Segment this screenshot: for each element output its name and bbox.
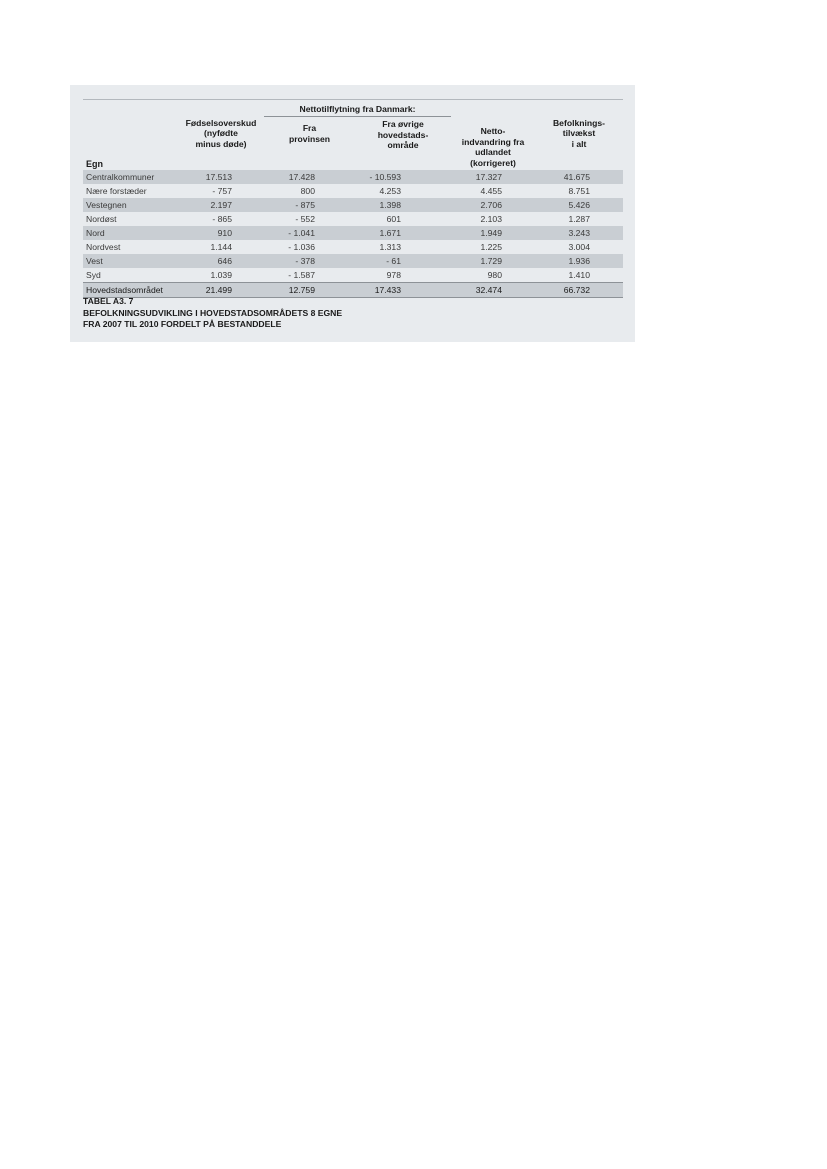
table-row bbox=[83, 254, 623, 268]
cell-egn: Centralkommuner bbox=[83, 170, 178, 184]
header-row-top bbox=[83, 100, 623, 117]
cell-foedsel: 910 bbox=[178, 226, 264, 240]
table-row bbox=[83, 212, 623, 226]
cell-egn: Hovedstadsområdet bbox=[83, 283, 178, 298]
cell-egn: Nordvest bbox=[86, 242, 121, 252]
cell-oevrige: 1.313 bbox=[379, 242, 401, 252]
cell-tilvaekst: 3.243 bbox=[535, 226, 623, 240]
cell-provinsen: 12.759 bbox=[264, 283, 355, 298]
cell-oevrige: 1.398 bbox=[355, 198, 451, 212]
cell-oevrige: 4.253 bbox=[379, 186, 401, 196]
cell-oevrige: - 10.593 bbox=[355, 170, 451, 184]
cell-tilvaekst: 41.675 bbox=[535, 170, 623, 184]
table-row bbox=[83, 198, 623, 212]
cell-oevrige: - 61 bbox=[355, 254, 451, 268]
cell-tilvaekst: 1.936 bbox=[535, 254, 623, 268]
cell-indvandring: 980 bbox=[487, 270, 502, 280]
table-row bbox=[83, 226, 623, 240]
cell-provinsen: - 378 bbox=[264, 254, 355, 268]
cell-foedsel: 17.513 bbox=[178, 170, 264, 184]
caption-title-line1: BEFOLKNINGSUDVIKLING I HOVEDSTADSOMRÅDETS 8 EGNE bbox=[83, 307, 343, 318]
cell-foedsel: - 865 bbox=[212, 214, 232, 224]
cell-indvandring: 32.474 bbox=[451, 283, 535, 298]
cell-foedsel: 1.039 bbox=[210, 270, 232, 280]
cell-egn: Nære forstæder bbox=[86, 186, 147, 196]
cell-tilvaekst: 3.004 bbox=[568, 242, 590, 252]
population-table bbox=[83, 99, 623, 298]
caption-title-line2: FRA 2007 TIL 2010 FORDELT PÅ BESTANDDELE bbox=[83, 319, 282, 329]
table-row bbox=[83, 170, 623, 184]
cell-oevrige: 1.671 bbox=[355, 226, 451, 240]
cell-tilvaekst: 1.287 bbox=[568, 214, 590, 224]
cell-foedsel: 646 bbox=[178, 254, 264, 268]
cell-egn: Vestegnen bbox=[83, 198, 178, 212]
cell-egn: Syd bbox=[86, 270, 101, 280]
cell-provinsen: - 552 bbox=[295, 214, 315, 224]
cell-indvandring: 2.706 bbox=[451, 198, 535, 212]
cell-provinsen: - 1.036 bbox=[288, 242, 315, 252]
cell-provinsen: 17.428 bbox=[264, 170, 355, 184]
cell-oevrige: 17.433 bbox=[355, 283, 451, 298]
header-nettoindvandring: Netto- indvandring fra udlandet (korrigeret) bbox=[451, 100, 535, 171]
cell-indvandring: 1.225 bbox=[480, 242, 502, 252]
cell-tilvaekst: 66.732 bbox=[535, 283, 623, 298]
cell-indvandring: 1.949 bbox=[451, 226, 535, 240]
table-caption bbox=[83, 296, 342, 331]
cell-foedsel: - 757 bbox=[212, 186, 232, 196]
cell-egn: Nordøst bbox=[86, 214, 117, 224]
header-fra-provinsen: Fra provinsen bbox=[288, 123, 331, 144]
cell-foedsel: 21.499 bbox=[178, 283, 264, 298]
table-row bbox=[83, 184, 623, 198]
cell-oevrige: 601 bbox=[386, 214, 401, 224]
cell-tilvaekst: 1.410 bbox=[568, 270, 590, 280]
header-nettotilflytning: Nettotilflytning fra Danmark: bbox=[264, 100, 451, 117]
cell-tilvaekst: 8.751 bbox=[568, 186, 590, 196]
table-panel bbox=[70, 85, 635, 342]
caption-label: TABEL A3. 7 bbox=[83, 296, 134, 306]
cell-provinsen: 800 bbox=[300, 186, 315, 196]
table-row bbox=[83, 240, 623, 254]
cell-indvandring: 1.729 bbox=[451, 254, 535, 268]
cell-tilvaekst: 5.426 bbox=[535, 198, 623, 212]
cell-indvandring: 4.455 bbox=[480, 186, 502, 196]
cell-provinsen: - 1.587 bbox=[288, 270, 315, 280]
header-fra-oevrige: Fra øvrige hovedstads- område bbox=[377, 119, 429, 150]
table-row bbox=[83, 268, 623, 283]
cell-egn: Nord bbox=[83, 226, 178, 240]
cell-indvandring: 2.103 bbox=[480, 214, 502, 224]
cell-provinsen: - 1.041 bbox=[264, 226, 355, 240]
header-foedselsoverskud: Fødselsoverskud (nyfødte minus døde) bbox=[178, 100, 264, 171]
header-egn: Egn bbox=[83, 100, 178, 171]
cell-indvandring: 17.327 bbox=[451, 170, 535, 184]
cell-oevrige: 978 bbox=[386, 270, 401, 280]
table-body bbox=[83, 170, 623, 298]
cell-provinsen: - 875 bbox=[264, 198, 355, 212]
cell-egn: Vest bbox=[83, 254, 178, 268]
header-befolkningstilvaekst: Befolknings- tilvækst i alt bbox=[535, 100, 623, 171]
cell-foedsel: 2.197 bbox=[178, 198, 264, 212]
cell-foedsel: 1.144 bbox=[210, 242, 232, 252]
